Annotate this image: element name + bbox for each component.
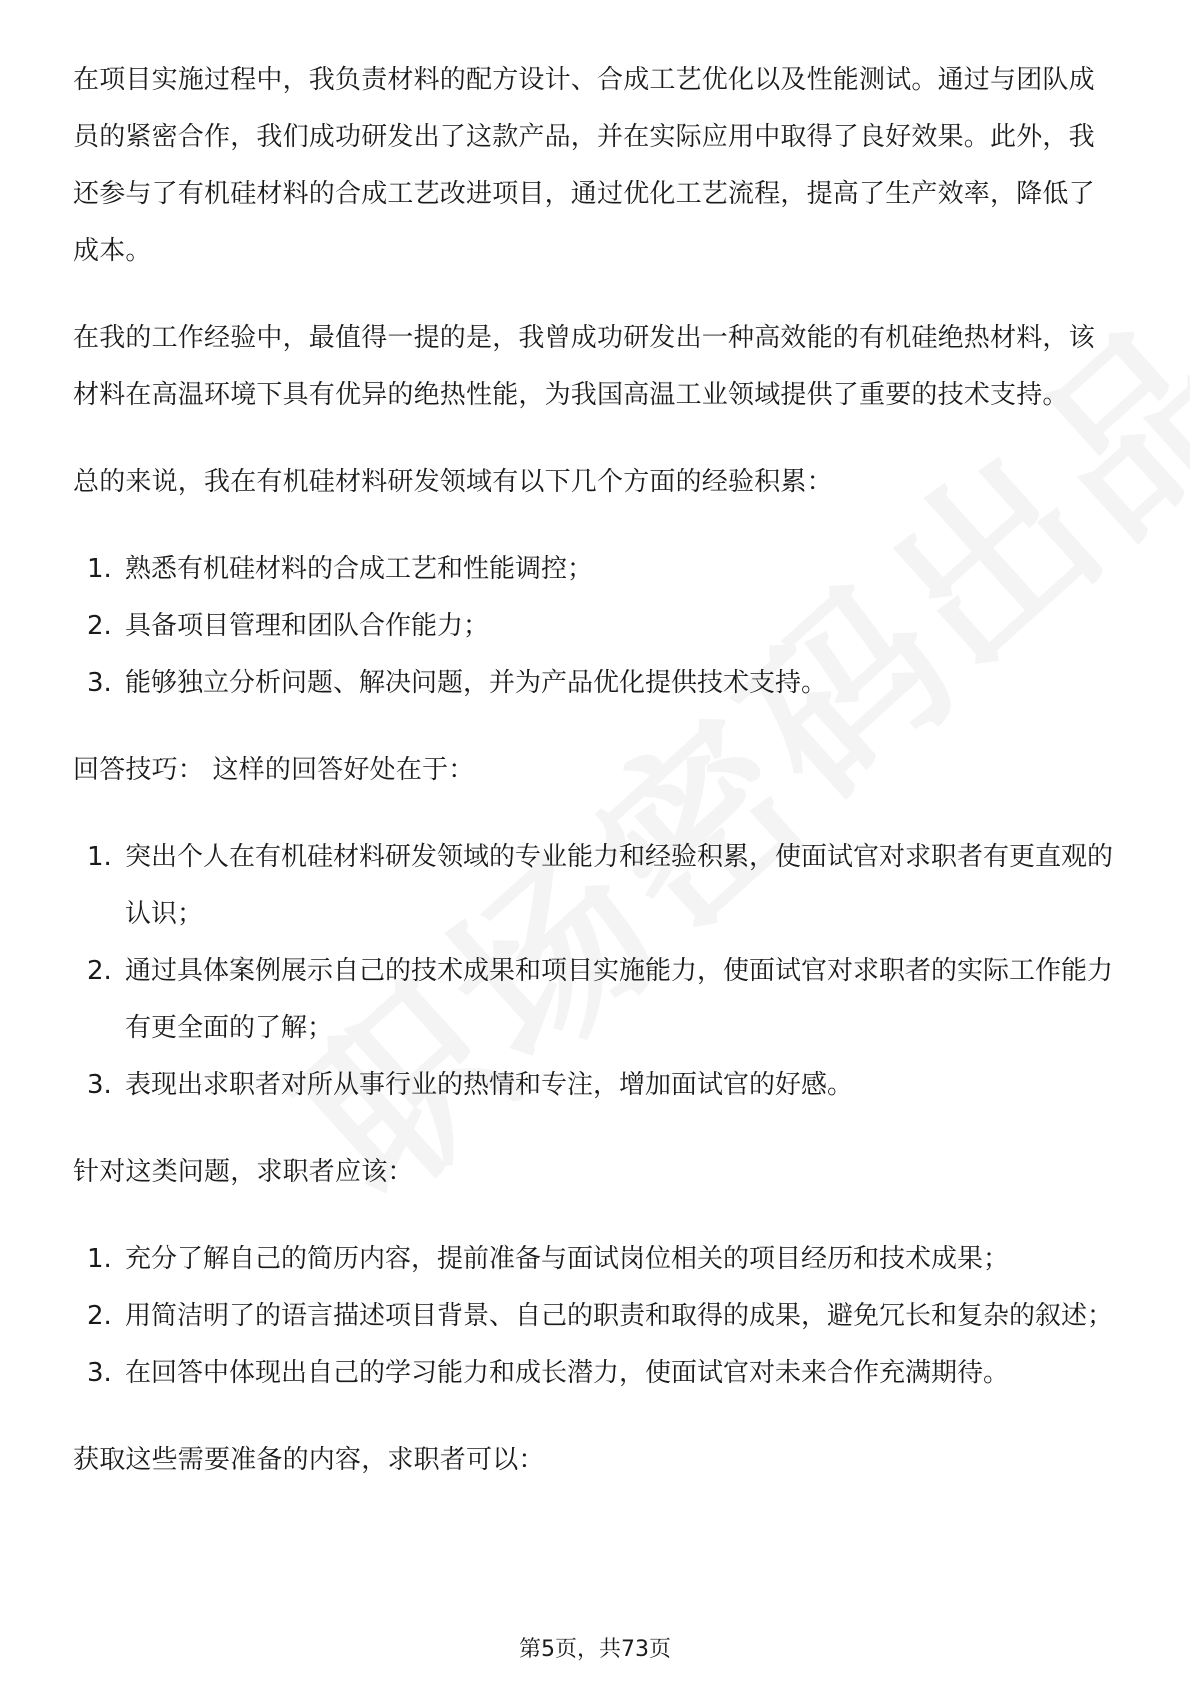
- page-number: 第5页，共73页: [519, 1637, 671, 1662]
- list-item: 1. 充分了解自己的简历内容，提前准备与面试岗位相关的项目经历和技术成果；: [87, 1244, 1010, 1274]
- list-item: 3. 表现出求职者对所从事行业的热情和专注，增加面试官的好感。: [87, 1070, 854, 1100]
- list-item: 2. 通过具体案例展示自己的技术成果和项目实施能力，使面试官对求职者的实际工作能力有更全面的了解；: [87, 956, 1114, 1043]
- experience-list: [73, 541, 1118, 712]
- should-list: [73, 1231, 1118, 1402]
- document-body: [73, 52, 1118, 1519]
- paragraph-project-implementation: 在项目实施过程中，我负责材料的配方设计、合成工艺优化以及性能测试。通过与团队成员的紧密合作，我们成功研发出了这款产品，并在实际应用中取得了良好效果。此外，我还参与了有机硅材料的合成工艺改进项目，通过优化工艺流程，提高了生产效率，降低了成本。: [73, 65, 1095, 266]
- paragraph-answer-tips: 回答技巧： 这样的回答好处在于：: [73, 755, 475, 785]
- benefits-list: [73, 829, 1118, 1114]
- list-item: 1. 熟悉有机硅材料的合成工艺和性能调控；: [87, 554, 594, 584]
- list-item: 1. 突出个人在有机硅材料研发领域的专业能力和经验积累，使面试官对求职者有更直观的认识；: [87, 842, 1114, 929]
- paragraph-summary-intro: 总的来说，我在有机硅材料研发领域有以下几个方面的经验积累：: [73, 467, 833, 497]
- paragraph-should-do: 针对这类问题，求职者应该：: [73, 1157, 414, 1187]
- list-item: 2. 用简洁明了的语言描述项目背景、自己的职责和取得的成果，避免冗长和复杂的叙述；: [87, 1301, 1114, 1331]
- list-item: 3. 能够独立分析问题、解决问题，并为产品优化提供技术支持。: [87, 668, 828, 698]
- paragraph-work-highlight: 在我的工作经验中，最值得一提的是，我曾成功研发出一种高效能的有机硅绝热材料，该材料在高温环境下具有优异的绝热性能，为我国高温工业领域提供了重要的技术支持。: [73, 323, 1095, 410]
- paragraph-prepare-content: 获取这些需要准备的内容，求职者可以：: [73, 1445, 545, 1475]
- list-item: 2. 具备项目管理和团队合作能力；: [87, 611, 490, 641]
- list-item: 3. 在回答中体现出自己的学习能力和成长潜力，使面试官对未来合作充满期待。: [87, 1358, 1010, 1388]
